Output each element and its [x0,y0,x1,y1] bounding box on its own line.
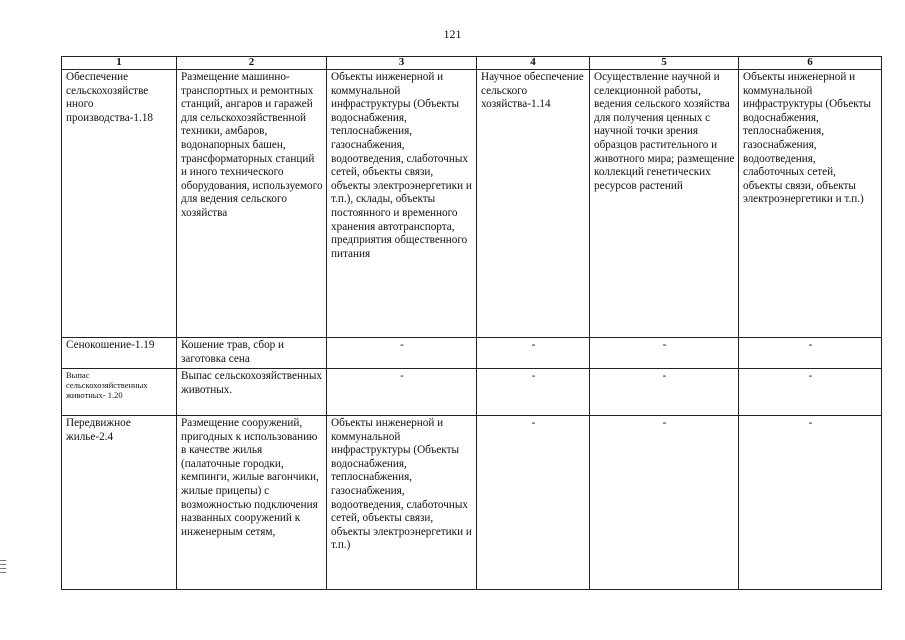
table-cell: Размещение сооружений, пригодных к использованию в качестве жилья (палаточные городки, кемпинги, жилые вагончики, жилые прицепы) с возможностью подключения названных сооружений к инженерным сетям, [177,416,327,590]
table-cell: - [327,369,477,416]
column-header-2: 2 [177,57,327,70]
scan-edge-mark [0,564,6,565]
table-cell: Передвижное жилье-2.4 [62,416,177,590]
table-cell: - [590,338,739,369]
table-cell: - [590,369,739,416]
table-cell: Сенокошение-1.19 [62,338,177,369]
table-cell: Выпас сельскохозяйственных животных. [177,369,327,416]
table-cell: - [739,416,882,590]
table-row [62,70,882,338]
table-cell: - [739,338,882,369]
scan-edge-mark [0,560,6,561]
table-cell: Выпас сельскохозяйственных животных- 1.20 [62,369,177,416]
scan-edge-mark [0,568,6,569]
column-header-6: 6 [739,57,882,70]
table-cell: Объекты инженерной и коммунальной инфраструктуры (Объекты водоснабжения, теплоснабжения, газоснабжения, водоотведения, слаботочных сетей, объекты связи, объекты электроэнергетики и т.п.), склады, объекты постоянного и временного хранения автотранспорта, предприятия общественного питания [327,70,477,338]
table-cell: - [477,416,590,590]
table-cell: - [327,338,477,369]
table-row [62,416,882,590]
scan-edge-mark [0,572,6,573]
table-cell: - [739,369,882,416]
column-header-4: 4 [477,57,590,70]
table-header-row [62,57,882,70]
column-header-5: 5 [590,57,739,70]
land-use-table [61,56,882,590]
table-cell: Кошение трав, сбор и заготовка сена [177,338,327,369]
table-cell: Объекты инженерной и коммунальной инфраструктуры (Объекты водоснабжения, теплоснабжения, газоснабжения, водоотведения, слаботочных сетей, объекты связи, объекты электроэнергетики и т.п.) [739,70,882,338]
table-row [62,369,882,416]
table-cell: - [590,416,739,590]
column-header-1: 1 [62,57,177,70]
table-cell: Размещение машинно-транспортных и ремонтных станций, ангаров и гаражей для сельскохозяйственной техники, амбаров, водонапорных башен, трансформаторных станций и иного технического оборудования, используемого для ведения сельского хозяйства [177,70,327,338]
table-cell: - [477,369,590,416]
table-row [62,338,882,369]
column-header-3: 3 [327,57,477,70]
table-cell: Обеспечение сельскохозяйстве нного производства-1.18 [62,70,177,338]
table-cell: - [477,338,590,369]
table-cell: Осуществление научной и селекционной работы, ведения сельского хозяйства для получения ценных с научной точки зрения образцов растительного и животного мира; размещение коллекций генетических ресурсов растений [590,70,739,338]
table-cell: Научное обеспечение сельского хозяйства-1.14 [477,70,590,338]
page-number: 121 [443,27,462,41]
table-cell: Объекты инженерной и коммунальной инфраструктуры (Объекты водоснабжения, теплоснабжения, газоснабжения, водоотведения, слаботочных сетей, объекты связи, объекты электроэнергетики и т.п.) [327,416,477,590]
